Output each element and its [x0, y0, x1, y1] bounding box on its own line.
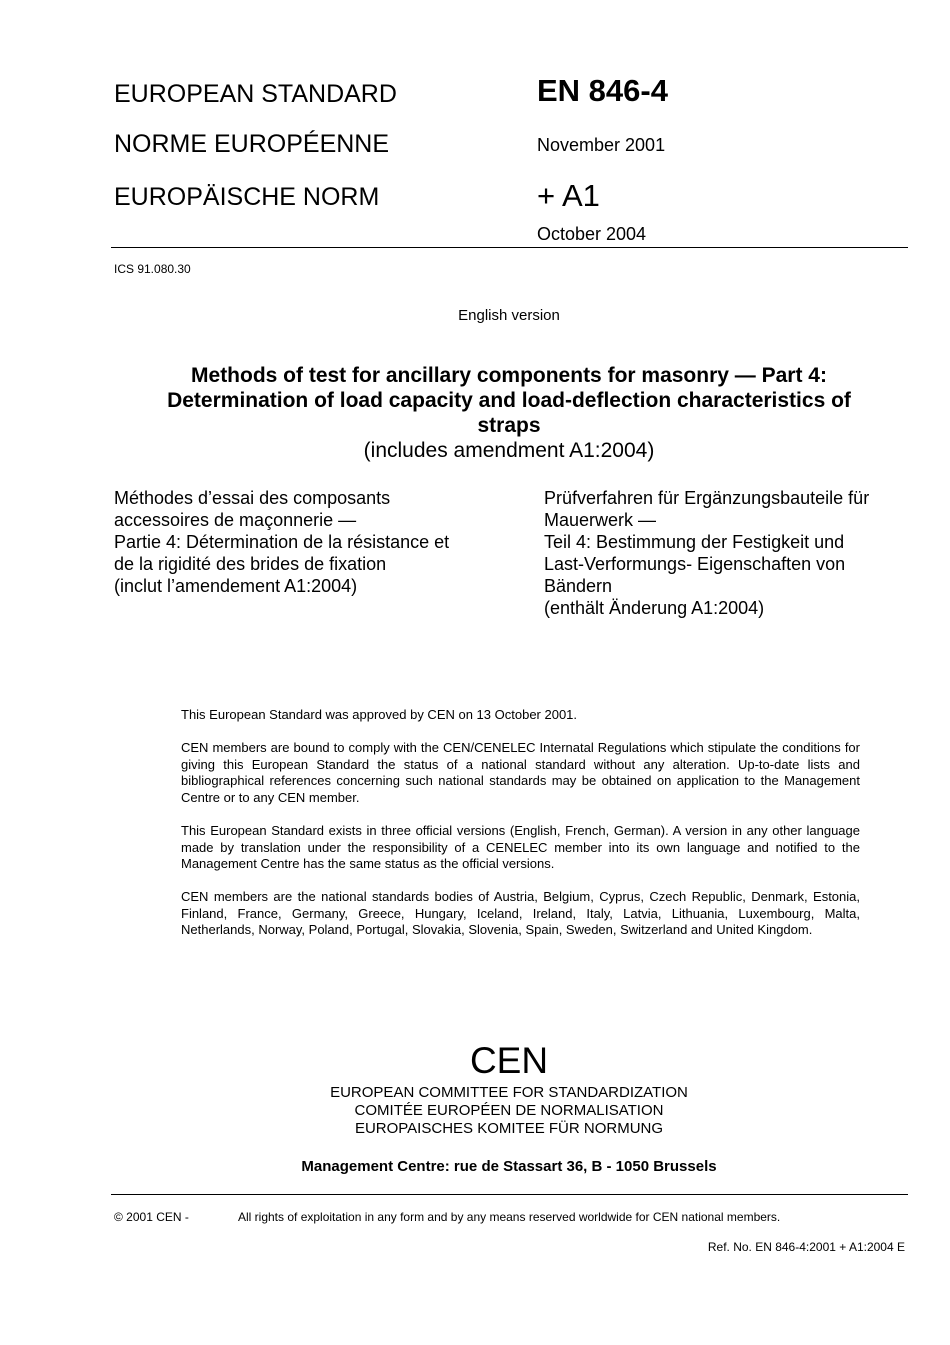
rights-statement: All rights of exploitation in any form and by any means reserved worldwide for CEN national members. — [238, 1210, 781, 1224]
main-subtitle: (includes amendment A1:2004) — [363, 439, 655, 462]
ics-code: ICS 91.080.30 — [114, 262, 191, 276]
copyright: © 2001 CEN - — [114, 1210, 189, 1224]
main-title-line-3: straps — [477, 414, 541, 437]
french-title-line: accessoires de maçonnerie — — [114, 510, 357, 530]
main-title — [0, 363, 950, 438]
cen-names — [0, 1084, 950, 1138]
cen-name-french: COMITÉE EUROPÉEN DE NORMALISATION — [354, 1102, 664, 1119]
management-centre: Management Centre: rue de Stassart 36, B - 1050 Brussels — [301, 1158, 717, 1175]
french-title — [114, 487, 449, 597]
reference-number: Ref. No. EN 846-4:2001 + A1:2004 E — [707, 1240, 905, 1254]
german-title-line: Mauerwerk — — [544, 510, 657, 530]
german-title-line: Teil 4: Bestimmung der Festigkeit und — [544, 532, 845, 552]
french-title-line: (inclut l’amendement A1:2004) — [114, 576, 358, 596]
publication-date: November 2001 — [537, 135, 666, 155]
version-label: English version — [458, 307, 560, 324]
main-title-line-2: Determination of load capacity and load-deflection characteristics of — [167, 389, 851, 412]
cen-name-english: EUROPEAN COMMITTEE FOR STANDARDIZATION — [330, 1084, 688, 1101]
members-paragraph: CEN members are the national standards bodies of Austria, Belgium, Cyprus, Czech Republic, Denmark, Estonia, Finland, France, Germany, Greece, Hungary, Iceland, Ireland, Italy, Latvia, Lithuania, Luxembourg, Malta, Netherlands, Norway, Poland, Portugal, Slovakia, Slovenia, Spain, Sweden, Switzerland and United Kingdom. — [181, 889, 860, 938]
french-title-line: Méthodes d’essai des composants — [114, 488, 391, 508]
title-english-standard: EUROPEAN STANDARD — [114, 80, 397, 108]
versions-paragraph: This European Standard exists in three official versions (English, French, German). A version in any other language made by translation under the responsibility of a CENELEC member into its own language and notified to the Management Centre has the same status as the official versions. — [181, 823, 860, 872]
footer-divider — [111, 1194, 908, 1195]
cen-logo-text: CEN — [469, 1040, 549, 1081]
german-title-line: Bändern — [544, 576, 613, 596]
german-title — [544, 487, 869, 619]
main-title-line-1: Methods of test for ancillary components for masonry — Part 4: — [191, 364, 827, 387]
german-title-line: Prüfverfahren für Ergänzungsbauteile für — [544, 488, 870, 508]
french-title-line: Partie 4: Détermination de la résistance et — [114, 532, 450, 552]
german-title-line: (enthält Änderung A1:2004) — [544, 598, 765, 618]
cen-name-german: EUROPAISCHES KOMITEE FÜR NORMUNG — [354, 1120, 664, 1137]
german-title-line: Last-Verformungs- Eigenschaften von — [544, 554, 846, 574]
title-norme-europeenne: NORME EUROPÉENNE — [114, 130, 390, 158]
header-divider — [111, 247, 908, 248]
title-europaische-norm: EUROPÄISCHE NORM — [114, 183, 380, 211]
french-title-line: de la rigidité des brides de fixation — [114, 554, 387, 574]
compliance-paragraph: CEN members are bound to comply with the CEN/CENELEC Internatal Regulations which stipulate the conditions for giving this European Standard the status of a national standard without any alteration. Up-to-date lists and bibliographical references concerning such national standards may be obtained on application to the Management Centre or to any CEN member. — [181, 740, 860, 805]
standard-number: EN 846-4 — [537, 73, 668, 108]
amendment-label: + A1 — [537, 178, 600, 213]
amendment-date: October 2004 — [537, 224, 647, 244]
approval-paragraph: This European Standard was approved by CEN on 13 October 2001. — [181, 707, 578, 722]
